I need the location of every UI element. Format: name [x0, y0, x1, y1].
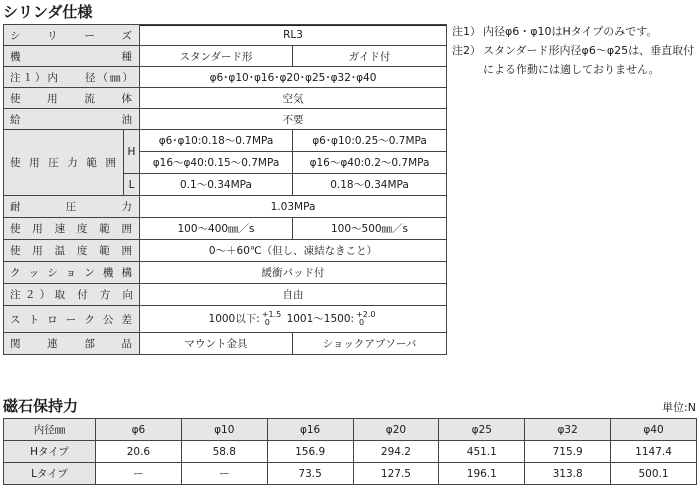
type-standard: スタンダード形 [140, 46, 293, 67]
magnet-header-cell: φ25 [439, 419, 525, 441]
mount-value: 自由 [140, 284, 447, 306]
stroke-tolerance-1 [262, 311, 281, 327]
series-value: RL3 [140, 25, 447, 46]
tol2-plus: +2.0 [356, 310, 376, 319]
speed-guided: 100～500㎜／s [293, 218, 447, 240]
magnet-header-cell: φ16 [267, 419, 353, 441]
temp-value: 0～＋60℃（但し、凍結なきこと） [140, 240, 447, 262]
parts-guided: ショックアブソーバ [293, 333, 447, 355]
magnet-cell: ー [181, 463, 267, 485]
spec-row-lube [4, 109, 447, 130]
bore-value: φ6･φ10･φ16･φ20･φ25･φ32･φ40 [140, 67, 447, 88]
note-1 [452, 22, 698, 41]
tol1-minus: 0 [264, 318, 270, 327]
tol2-minus: 0 [359, 318, 365, 327]
spec-row-temp [4, 240, 447, 262]
parts-standard: マウント金具 [140, 333, 293, 355]
magnet-row-h [4, 441, 697, 463]
speed-label: 使用速度範囲 [4, 218, 140, 240]
pressure-l-guided: 0.18～0.34MPa [293, 174, 447, 196]
stroke-value [140, 306, 447, 333]
magnet-row-type: Lタイプ [4, 463, 96, 485]
pressure-h1-standard: φ6･φ10:0.18～0.7MPa [140, 130, 293, 152]
proof-value: 1.03MPa [140, 196, 447, 218]
magnet-cell: 156.9 [267, 441, 353, 463]
magnet-header-cell: φ40 [611, 419, 697, 441]
unit-label: 単位:N [662, 401, 696, 414]
spec-row-type [4, 46, 447, 67]
magnet-cell: 58.8 [181, 441, 267, 463]
pressure-l-standard: 0.1～0.34MPa [140, 174, 293, 196]
spec-row-speed [4, 218, 447, 240]
bore-label: 注１）内 径（㎜） [4, 67, 140, 88]
pressure-h2-guided: φ16～φ40:0.2～0.7MPa [293, 152, 447, 174]
stroke-label: ストローク公差 [4, 306, 140, 333]
pressure-h-label: H [124, 130, 140, 174]
pressure-h2-standard: φ16～φ40:0.15～0.7MPa [140, 152, 293, 174]
pressure-label: 使用圧力範囲 [4, 130, 124, 196]
magnet-header-cell: φ20 [353, 419, 439, 441]
note-1-label: 注1） [452, 25, 481, 38]
note-2 [452, 41, 698, 79]
magnet-header-cell: φ10 [181, 419, 267, 441]
magnet-cell: 73.5 [267, 463, 353, 485]
spec-row-series [4, 25, 447, 46]
parts-label: 関 連 部 品 [4, 333, 140, 355]
note-2-text: スタンダード形内径φ6～φ25は、垂直取付による作動には適しておりません。 [483, 44, 695, 76]
spec-row-mount [4, 284, 447, 306]
magnet-cell: ー [96, 463, 182, 485]
magnet-cell: 500.1 [611, 463, 697, 485]
pressure-h1-guided: φ6･φ10:0.25～0.7MPa [293, 130, 447, 152]
type-guided: ガイド付 [293, 46, 447, 67]
spec-title: シリンダ仕様 [3, 1, 446, 26]
magnet-cell: 313.8 [525, 463, 611, 485]
type-label: 機 種 [4, 46, 140, 67]
fluid-value: 空気 [140, 88, 447, 109]
temp-label: 使用温度範囲 [4, 240, 140, 262]
magnet-row-l [4, 463, 697, 485]
spec-row-parts [4, 333, 447, 355]
magnet-cell: 196.1 [439, 463, 525, 485]
spec-row-fluid [4, 88, 447, 109]
cushion-label: クッション機構 [4, 262, 140, 284]
magnet-header-cell: φ32 [525, 419, 611, 441]
magnet-header-row [4, 419, 697, 441]
fluid-label: 使 用 流 体 [4, 88, 140, 109]
spec-row-bore [4, 67, 447, 88]
cylinder-spec-table [3, 24, 447, 355]
magnet-cell: 20.6 [96, 441, 182, 463]
lube-label: 給 油 [4, 109, 140, 130]
note-2-label: 注2） [452, 44, 481, 57]
notes [452, 22, 698, 79]
mount-label: 注２）取 付 方 向 [4, 284, 140, 306]
magnet-header-cell: 内径㎜ [4, 419, 96, 441]
tol1-plus: +1.5 [261, 310, 282, 319]
lube-value: 不要 [140, 109, 447, 130]
magnet-title: 磁石保持力 [3, 397, 79, 415]
magnet-cell: 127.5 [353, 463, 439, 485]
spec-row-cushion [4, 262, 447, 284]
stroke-tolerance-2 [356, 311, 375, 327]
magnet-cell: 451.1 [439, 441, 525, 463]
stroke-part2: 1001～1500: [286, 313, 355, 325]
pressure-l-label: L [124, 174, 140, 196]
cushion-value: 緩衝パッド付 [140, 262, 447, 284]
magnet-cell: 715.9 [525, 441, 611, 463]
note-1-text: 内径φ6・φ10はHタイプのみです。 [483, 25, 658, 38]
spec-row-stroke [4, 306, 447, 333]
proof-label: 耐 圧 力 [4, 196, 140, 218]
magnet-row-type: Hタイプ [4, 441, 96, 463]
series-label: シ リ ー ズ [4, 25, 140, 46]
magnet-cell: 1147.4 [611, 441, 697, 463]
magnet-holding-table [3, 418, 697, 485]
magnet-header-cell: φ6 [96, 419, 182, 441]
spec-row-proof [4, 196, 447, 218]
stroke-part1: 1000以下: [208, 313, 260, 325]
speed-standard: 100～400㎜／s [140, 218, 293, 240]
magnet-cell: 294.2 [353, 441, 439, 463]
spec-row-pressure-h1 [4, 130, 447, 152]
